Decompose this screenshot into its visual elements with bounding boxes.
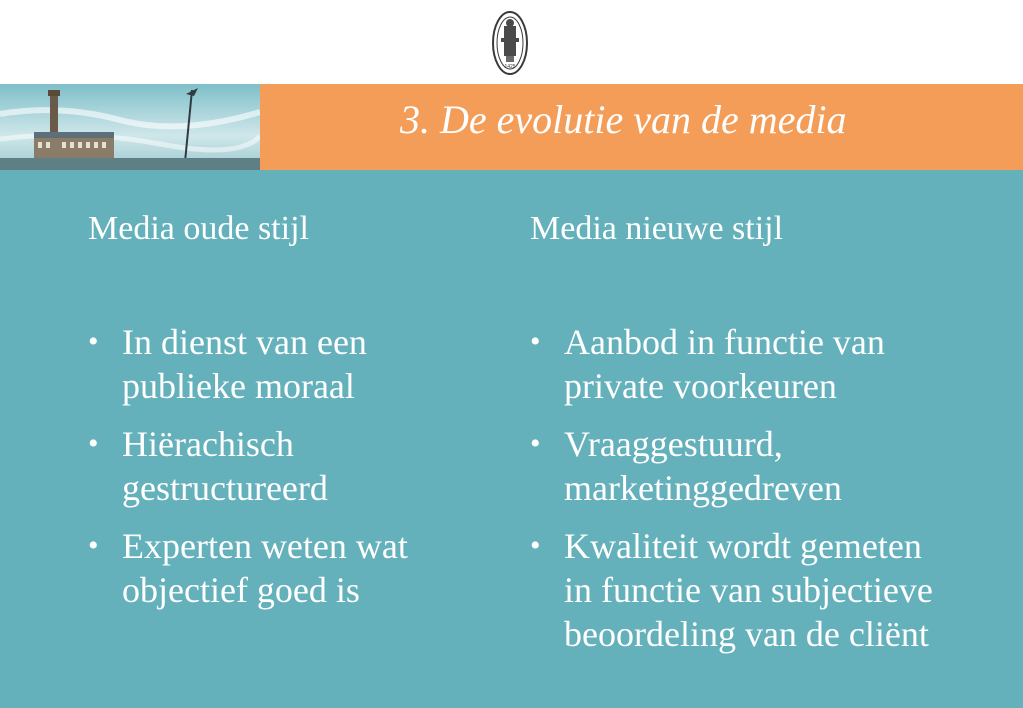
list-item-line: Experten weten wat: [122, 526, 408, 566]
university-seal-logo: [491, 10, 529, 76]
list-item-line: private voorkeuren: [564, 366, 837, 406]
list-item-line: Aanbod in functie van: [564, 322, 885, 362]
top-band: [0, 0, 1023, 84]
list-item: [88, 320, 408, 408]
column-heading: Media oude stijl: [88, 210, 309, 247]
bullet-icon: •: [530, 325, 541, 358]
svg-text:1425: 1425: [504, 64, 516, 70]
list-item: [88, 422, 408, 510]
list-item: [530, 422, 933, 510]
list-item-line: marketinggedreven: [564, 468, 842, 508]
bullet-icon: •: [88, 529, 99, 562]
content-area: [0, 170, 1023, 708]
header-photo: [0, 84, 260, 170]
bullet-list: [530, 320, 933, 670]
list-item-line: publieke moraal: [122, 366, 355, 406]
slide-title: 3. De evolutie van de media: [400, 97, 847, 142]
bullet-icon: •: [88, 427, 99, 460]
list-item-line: In dienst van een: [122, 322, 367, 362]
list-item: [530, 524, 933, 656]
list-item-line: Hiërachisch: [122, 424, 294, 464]
column-heading: Media nieuwe stijl: [530, 210, 784, 247]
list-item: [530, 320, 933, 408]
bullet-icon: •: [530, 529, 541, 562]
list-item-line: Vraaggestuurd,: [564, 424, 783, 464]
bullet-icon: •: [88, 325, 99, 358]
list-item-line: Kwaliteit wordt gemeten: [564, 526, 922, 566]
list-item: [88, 524, 408, 612]
bullet-icon: •: [530, 427, 541, 460]
bullet-list: [88, 320, 408, 626]
list-item-line: in functie van subjectieve: [564, 570, 933, 610]
header-strip: [0, 84, 1023, 170]
list-item-line: gestructureerd: [122, 468, 328, 508]
title-bar: [260, 84, 1023, 170]
list-item-line: beoordeling van de cliënt: [564, 614, 929, 654]
list-item-line: objectief goed is: [122, 570, 360, 610]
